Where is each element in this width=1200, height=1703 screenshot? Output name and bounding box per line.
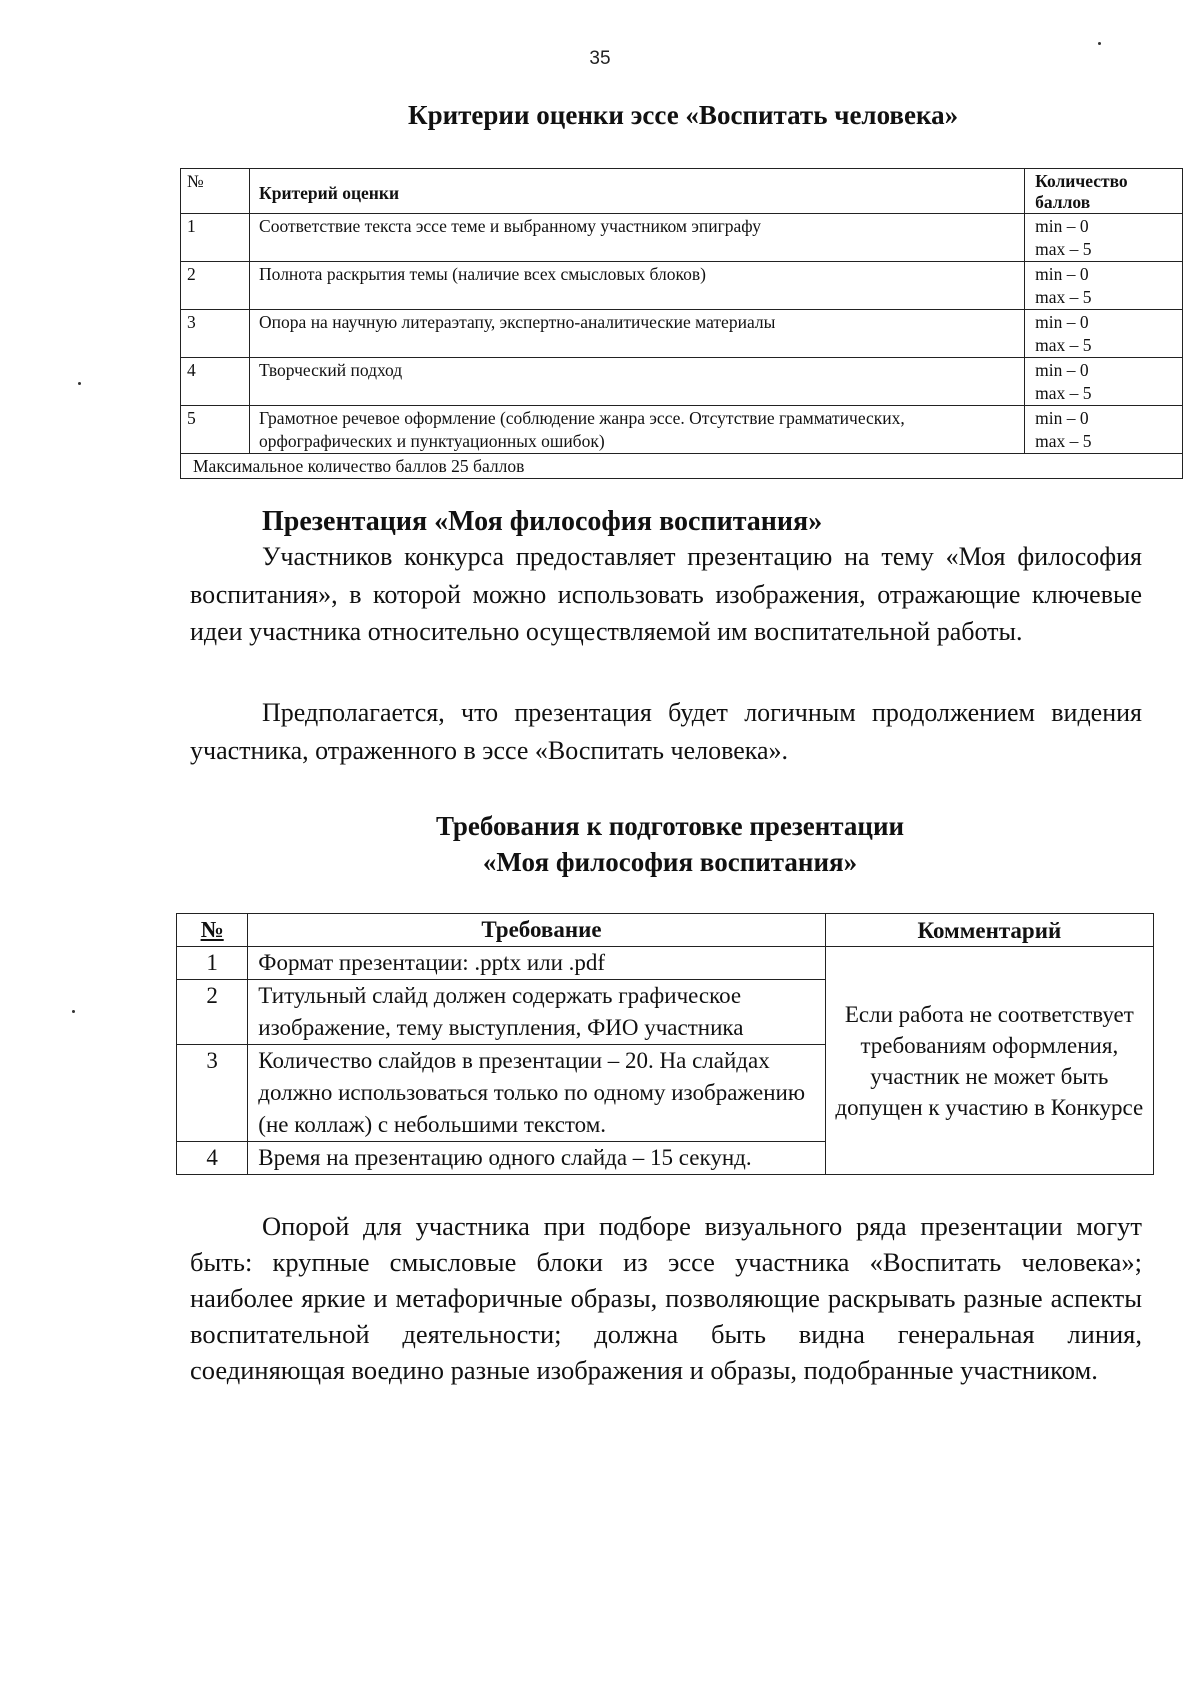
requirements-table [176, 913, 1154, 1175]
requirements-title [0, 808, 1200, 880]
table-row [181, 406, 1183, 454]
row-num: 3 [181, 310, 250, 358]
row-min: min – 0 [1035, 360, 1089, 380]
table-total: Максимальное количество баллов 25 баллов [181, 454, 1183, 479]
row-requirement: Титульный слайд должен содержать графическое изображение, тему выступления, ФИО участника [248, 980, 825, 1045]
scan-speck [72, 1010, 75, 1013]
criteria-table [180, 168, 1183, 479]
row-points [1025, 214, 1183, 262]
header-criterion: Критерий оценки [250, 169, 1025, 214]
row-requirement: Формат презентации: .pptx или .pdf [248, 947, 825, 980]
table-row [181, 358, 1183, 406]
row-num: 4 [181, 358, 250, 406]
header-points [1025, 169, 1183, 214]
requirements-table-header [177, 914, 1154, 947]
row-requirement: Количество слайдов в презентации – 20. На слайдах должно использоваться только по одному изображению (не коллаж) с небольшими текстом. [248, 1045, 825, 1142]
table-total-row [181, 454, 1183, 479]
header-num: № [181, 169, 250, 214]
presentation-paragraph-2: Предполагается, что презентация будет логичным продолжением видения участника, отраженного в эссе «Воспитать человека». [190, 698, 1142, 765]
header-points-line1: Количество [1035, 171, 1128, 191]
row-max: max – 5 [1035, 287, 1092, 307]
criteria-table-header [181, 169, 1183, 214]
row-criterion: Грамотное речевое оформление (соблюдение жанра эссе. Отсутствие грамматических, орфографических и пунктуационных ошибок) [250, 406, 1025, 454]
page-number: 35 [589, 48, 611, 69]
criteria-title: Критерии оценки эссе «Воспитать человека» [408, 100, 959, 130]
scan-speck [1098, 42, 1101, 45]
row-min: min – 0 [1035, 312, 1089, 332]
row-max: max – 5 [1035, 383, 1092, 403]
row-max: max – 5 [1035, 431, 1092, 451]
row-criterion: Творческий подход [250, 358, 1025, 406]
header-comment: Комментарий [825, 914, 1153, 947]
header-points-line2: баллов [1035, 192, 1091, 212]
row-num: 4 [177, 1142, 248, 1175]
table-row [177, 947, 1154, 980]
scan-speck [78, 382, 81, 385]
row-criterion: Соответствие текста эссе теме и выбранному участником эпиграфу [250, 214, 1025, 262]
requirements-comment: Если работа не соответствует требованиям оформления, участник не может быть допущен к участию в Конкурсе [825, 947, 1153, 1175]
row-num: 3 [177, 1045, 248, 1142]
presentation-title: Презентация «Моя философия воспитания» [262, 506, 823, 537]
row-num: 5 [181, 406, 250, 454]
row-min: min – 0 [1035, 216, 1089, 236]
row-num: 2 [177, 980, 248, 1045]
header-num: № [177, 914, 248, 947]
header-requirement: Требование [248, 914, 825, 947]
row-num: 1 [177, 947, 248, 980]
row-num: 1 [181, 214, 250, 262]
requirements-title-line1: Требования к подготовке презентации [435, 811, 905, 841]
row-max: max – 5 [1035, 335, 1092, 355]
row-num: 2 [181, 262, 250, 310]
table-row [181, 214, 1183, 262]
row-points [1025, 406, 1183, 454]
row-min: min – 0 [1035, 264, 1089, 284]
requirements-title-line2: «Моя философия воспитания» [482, 847, 858, 877]
row-points [1025, 262, 1183, 310]
row-criterion: Опора на научную литераэтапу, экспертно-аналитические материалы [250, 310, 1025, 358]
row-criterion: Полнота раскрытия темы (наличие всех смысловых блоков) [250, 262, 1025, 310]
row-max: max – 5 [1035, 239, 1092, 259]
row-points [1025, 310, 1183, 358]
table-row [181, 310, 1183, 358]
row-requirement: Время на презентацию одного слайда – 15 секунд. [248, 1142, 825, 1175]
row-min: min – 0 [1035, 408, 1089, 428]
row-points [1025, 358, 1183, 406]
presentation-paragraph-1: Участников конкурса предоставляет презентацию на тему «Моя философия воспитания», в которой можно использовать изображения, отражающие ключевые идеи участника относительно осуществляемой им воспитательной работы. [190, 542, 1142, 646]
table-row [181, 262, 1183, 310]
closing-paragraph: Опорой для участника при подборе визуального ряда презентации могут быть: крупные смысловые блоки из эссе участника «Воспитать человека»; наиболее яркие и метафоричные образы, позволяющие раскрывать разные аспекты воспитательной деятельности; должна быть видна генеральная линия, соединяющая воедино разные изображения и образы, подобранные участником. [190, 1211, 1142, 1385]
